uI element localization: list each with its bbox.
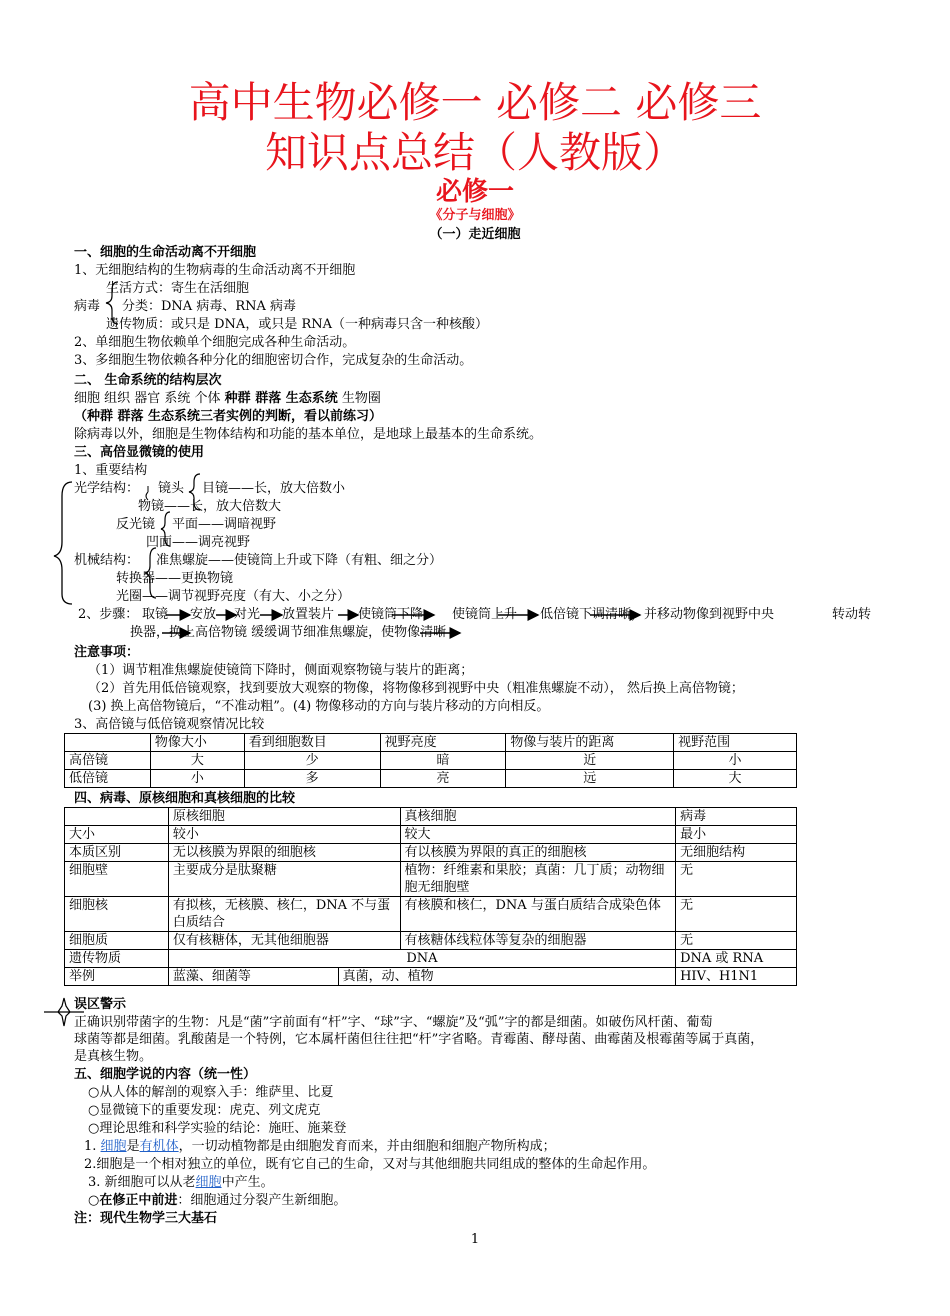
table-header-cell: 看到细胞数目 <box>244 734 380 752</box>
sec3-heading: 三、高倍显微镜的使用 <box>74 445 205 460</box>
steps-label: 2、步骤： <box>78 607 139 622</box>
table-header-cell: 物像与装片的距离 <box>506 734 674 752</box>
table-cell: HIV、H1N1 <box>676 968 797 986</box>
table-cell: 小 <box>150 770 244 788</box>
sec1-line3: 3、多细胞生物依赖各种分化的细胞密切合作，完成复杂的生命活动。 <box>74 353 473 368</box>
table-row <box>65 770 797 788</box>
table-row <box>65 826 797 844</box>
organism-link[interactable]: 有机体 <box>139 1139 179 1154</box>
levels-end: 生物圈 <box>341 391 381 406</box>
main-title-line1: 高中生物必修一 必修二 必修三 <box>188 78 762 127</box>
main-title-line2: 知识点总结（人教版） <box>264 128 685 177</box>
table-cell: 大 <box>150 752 244 770</box>
note-1: （1）调节粗准焦螺旋使镜筒下降时，侧面观察物镜与装片的距离； <box>88 663 474 678</box>
warning-line3: 是真核生物。 <box>74 1049 153 1064</box>
objective-text: 物镜——长，放大倍数大 <box>138 499 282 514</box>
table-header-cell: 视野亮度 <box>380 734 506 752</box>
table-row <box>65 862 797 897</box>
theory-item-3: ○理论思维和科学实验的结论：施旺、施莱登 <box>88 1121 347 1136</box>
lens-label: 镜头 <box>158 481 185 496</box>
table-cell: 蓝藻、细菌等 <box>168 968 338 986</box>
table-cell: 有核糖体线粒体等复杂的细胞器 <box>400 932 676 950</box>
table-header-cell: 真核细胞 <box>400 808 676 826</box>
steps-line2: 换器，换上高倍物镜 缓缓调节细准焦螺旋，使物像清晰 <box>130 625 447 640</box>
sec2-levels <box>74 390 381 407</box>
step-7: 低倍镜下调清晰，并移动物像到视野中央 <box>540 607 775 622</box>
table-cell: 有以核膜为界限的真正的细胞核 <box>400 844 676 862</box>
notes-heading: 注意事项： <box>74 645 140 660</box>
sec1-line1: 1、无细胞结构的生物病毒的生命活动离不开细胞 <box>74 263 356 278</box>
chapter-title: （一）走近细胞 <box>429 227 521 242</box>
table-row <box>65 968 797 986</box>
point4-bold: ○在修正中前进 <box>88 1193 178 1208</box>
step-6: 使镜筒上升 <box>452 607 518 622</box>
table-row <box>65 752 797 770</box>
sec3-structures: 1、重要结构 <box>74 463 148 478</box>
mechanical-structure-label: 机械结构： <box>74 553 140 568</box>
table-cell: 无 <box>676 862 797 897</box>
table-row <box>65 844 797 862</box>
theory-item-2: ○显微镜下的重要发现：虎克、列文虎克 <box>88 1103 321 1118</box>
table-cell: 植物：纤维素和果胶；真菌：几丁质；动物细胞无细胞壁 <box>400 862 676 897</box>
table-cell: DNA 或 RNA <box>676 950 797 968</box>
table-cell: 本质区别 <box>65 844 169 862</box>
point4-rest: ：细胞通过分裂产生新细胞。 <box>177 1193 347 1208</box>
table-cell: 大 <box>674 770 797 788</box>
table-cell: 主要成分是肽聚糖 <box>168 862 400 897</box>
table-row <box>65 897 797 932</box>
step-5: 使镜筒下降 <box>358 607 424 622</box>
sec4-heading: 四、病毒、原核细胞和真核细胞的比较 <box>74 791 296 806</box>
table-cell: 无 <box>676 932 797 950</box>
cell-theory-point2: 2.细胞是一个相对独立的单位，既有它自己的生命，又对与其他细胞共同组成的整体的生命起作用。 <box>84 1157 656 1172</box>
warning-line2: 球菌等都是细菌。乳酸菌是一个特例，它本属杆菌但往往把“杆”字省略。青霉菌、酵母菌、曲霉菌及根霉菌等属于真菌， <box>74 1032 764 1047</box>
table-cell: 大小 <box>65 826 169 844</box>
table-header-cell: 原核细胞 <box>168 808 400 826</box>
step-8: 转动转 <box>832 607 872 622</box>
book-title: 《分子与细胞》 <box>429 208 521 223</box>
step-2: 安放 <box>190 607 217 622</box>
virus-label: 病毒 <box>74 299 101 314</box>
cell-theory-point1 <box>84 1138 556 1155</box>
table-cell: 细胞核 <box>65 897 169 932</box>
table-header-row <box>65 808 797 826</box>
table-cell: 最小 <box>676 826 797 844</box>
focus-knob-text: 准焦螺旋——使镜筒上升或下降（有粗、细之分） <box>156 553 443 568</box>
table-cell: 细胞质 <box>65 932 169 950</box>
table-cell: 无 <box>676 897 797 932</box>
table-cell: 小 <box>674 752 797 770</box>
table-cell: 无细胞结构 <box>676 844 797 862</box>
warning-heading: 误区警示 <box>74 997 127 1012</box>
flat-mirror-text: 平面——调暗视野 <box>172 517 277 532</box>
table-cell: 远 <box>506 770 674 788</box>
cell-comparison-table <box>64 807 797 986</box>
table-cell: 近 <box>506 752 674 770</box>
cell-link-2[interactable]: 细胞 <box>195 1175 222 1190</box>
sec2-summary: 除病毒以外，细胞是生物体结构和功能的基本单位，是地球上最基本的生命系统。 <box>74 427 543 442</box>
table-cell: 仅有核糖体，无其他细胞器 <box>168 932 400 950</box>
step-3: 对光 <box>234 607 261 622</box>
sec2-heading: 二、 生命系统的结构层次 <box>74 373 222 388</box>
optical-structure-label: 光学结构： <box>74 481 140 496</box>
cell-link[interactable]: 细胞 <box>100 1139 127 1154</box>
table-cell: 少 <box>244 752 380 770</box>
levels-plain: 细胞 组织 器官 系统 个体 <box>74 391 221 406</box>
table-header-cell: 物像大小 <box>150 734 244 752</box>
sec5-heading: 五、细胞学说的内容（统一性） <box>74 1067 257 1082</box>
point3-rest: 中产生。 <box>221 1175 274 1190</box>
comparison-title: 3、高倍镜与低倍镜观察情况比较 <box>74 717 265 732</box>
table-cell: 有核膜和核仁，DNA 与蛋白质结合成染色体 <box>400 897 676 932</box>
table-header-cell <box>65 808 169 826</box>
table-cell: 亮 <box>380 770 506 788</box>
virus-classification: 分类：DNA 病毒、RNA 病毒 <box>122 299 297 314</box>
table-cell: 多 <box>244 770 380 788</box>
concave-mirror-text: 凹面——调亮视野 <box>146 535 251 550</box>
cell-theory-point4 <box>88 1192 346 1209</box>
point1-rest: ，一切动植物都是由细胞发育而来，并由细胞和细胞产物所构成； <box>178 1139 556 1154</box>
note-2: （2）首先用低倍镜观察，找到要放大观察的物像，将物像移到视野中央（粗准焦螺旋不动）， 然后换上高倍物镜； <box>88 681 744 696</box>
virus-genetic-material: 遗传物质：或只是 DNA，或只是 RNA（一种病毒只含一种核酸） <box>106 317 489 332</box>
table-row <box>65 950 797 968</box>
warning-line1: 正确识别带菌字的生物：凡是“菌”字前面有“杆”字、“球”字、“螺旋”及“弧”字的都是细菌。如破伤风杆菌、葡萄 <box>74 1015 713 1030</box>
table-cell: 遗传物质 <box>65 950 169 968</box>
table-header-cell: 视野范围 <box>674 734 797 752</box>
sec1-line2: 2、单细胞生物依赖单个细胞完成各种生命活动。 <box>74 335 356 350</box>
table-cell: DNA <box>168 950 675 968</box>
sec5-note: 注：现代生物学三大基石 <box>74 1211 218 1226</box>
table-cell: 较小 <box>168 826 400 844</box>
table-header-cell: 病毒 <box>676 808 797 826</box>
aperture-text: 光圈——调节视野亮度（有大、小之分） <box>116 589 351 604</box>
table-cell: 举例 <box>65 968 169 986</box>
table-cell: 有拟核，无核膜、核仁，DNA 不与蛋白质结合 <box>168 897 400 932</box>
table-cell: 暗 <box>380 752 506 770</box>
point1-mid: 是 <box>126 1139 140 1154</box>
microscope-brace <box>54 482 72 604</box>
table-header-cell <box>65 734 151 752</box>
mirror-label: 反光镜 <box>116 517 156 532</box>
table-cell: 无以核膜为界限的细胞核 <box>168 844 400 862</box>
table-cell: 高倍镜 <box>65 752 151 770</box>
note-3: (3) 换上高倍物镜后，“不准动粗”。(4) 物像移动的方向与装片移动的方向相反。 <box>88 699 550 714</box>
sec1-heading: 一、细胞的生命活动离不开细胞 <box>74 245 257 260</box>
converter-text: 转换器——更换物镜 <box>116 571 234 586</box>
step-1: 取镜 <box>142 607 169 622</box>
eyepiece-text: 目镜——长，放大倍数小 <box>202 481 346 496</box>
theory-item-1: ○从人体的解剖的观察入手：维萨里、比夏 <box>88 1085 334 1100</box>
virus-lifestyle: 生活方式：寄生在活细胞 <box>106 281 250 296</box>
page-number: 1 <box>470 1232 480 1247</box>
table-cell: 细胞壁 <box>65 862 169 897</box>
table-cell: 低倍镜 <box>65 770 151 788</box>
subtitle: 必修一 <box>435 177 514 207</box>
table-cell: 真菌，动、植物 <box>338 968 675 986</box>
sec2-note: （种群 群落 生态系统三者实例的判断，看以前练习） <box>74 409 383 424</box>
magnification-table <box>64 733 797 788</box>
cell-theory-point3 <box>88 1174 274 1191</box>
table-header-row <box>65 734 797 752</box>
step-4: 放置装片 <box>282 607 335 622</box>
point3-prefix: 3. 新细胞可以从老 <box>88 1175 196 1190</box>
levels-bold: 种群 群落 生态系统 <box>224 391 338 406</box>
table-row <box>65 932 797 950</box>
point1-prefix: 1. <box>84 1139 101 1154</box>
table-cell: 较大 <box>400 826 676 844</box>
